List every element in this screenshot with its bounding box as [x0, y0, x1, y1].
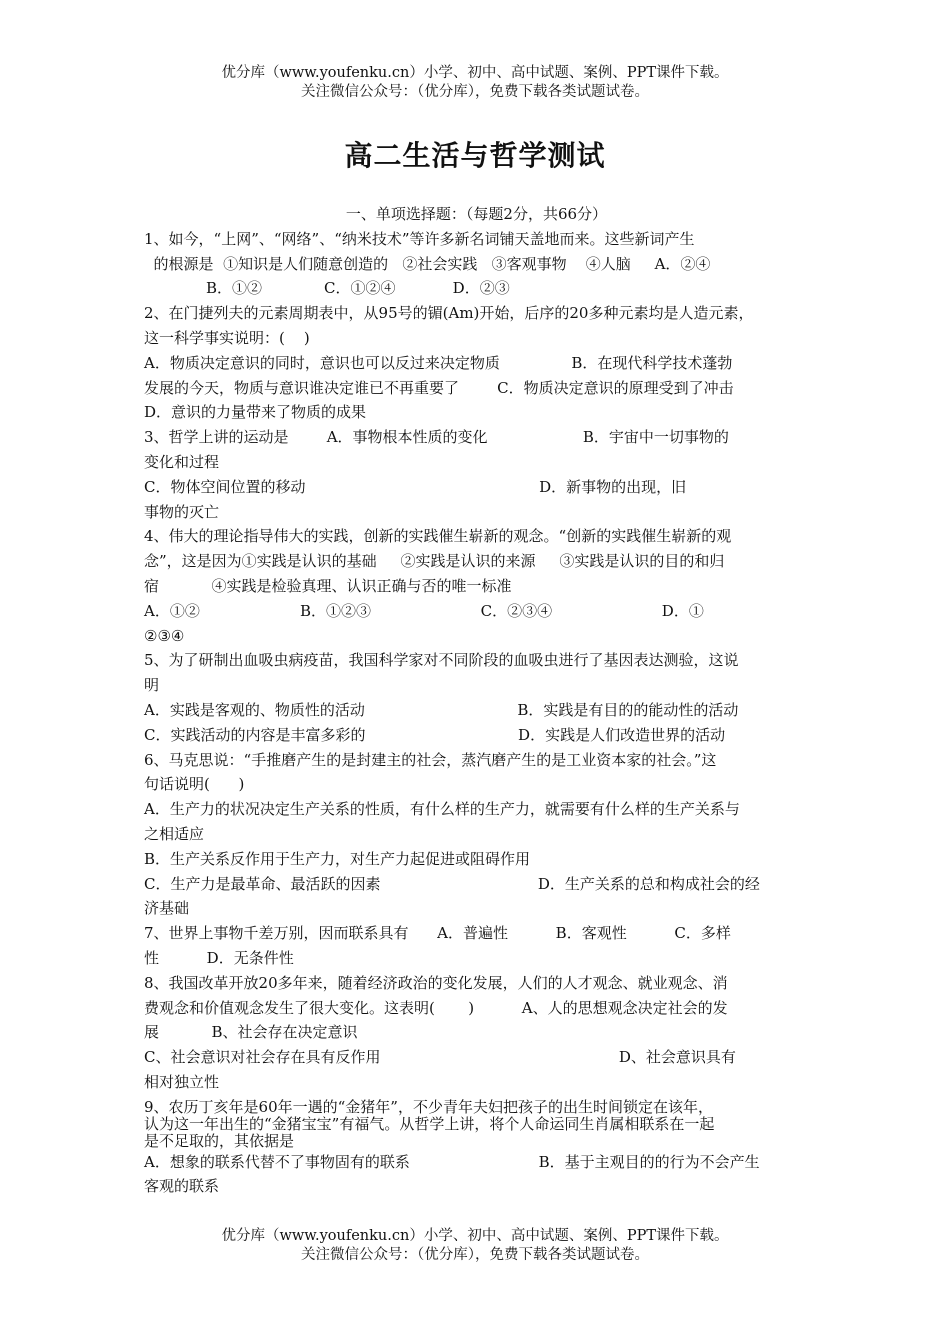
- text-line: 宿 ④实践是检验真理、认识正确与否的唯一标准: [144, 576, 512, 595]
- text-line: 认为这一年出生的“金猪宝宝”有福气。从哲学上讲，将个人命运同生肖属相联系在一起: [144, 1114, 715, 1133]
- text-line: 3、哲学上讲的运动是 A．事物根本性质的变化 B．宇宙中一切事物的: [144, 428, 729, 447]
- text-line: A．①② B．①②③ C．②③④ D．①: [144, 601, 704, 620]
- question-9-lines: [144, 1099, 809, 1150]
- header-line-2: 关注微信公众号：（优分库），免费下载各类试题试卷。: [301, 84, 649, 100]
- text-line: 6、马克思说：“手推磨产生的是封建主的社会，蒸汽磨产生的是工业资本家的社会。”这: [144, 750, 717, 769]
- text-line: C．生产力是最革命、最活跃的因素 D．生产关系的总和构成社会的经: [144, 874, 760, 893]
- document-body: [144, 202, 809, 1199]
- page-title: 高二生活与哲学测试: [344, 139, 606, 172]
- text-line: 7、世界上事物千差万别，因而联系具有 A．普遍性 B．客观性 C．多样: [144, 924, 731, 943]
- text-line: 8、我国改革开放20多年来，随着经济政治的变化发展，人们的人才观念、就业观念、消: [144, 973, 728, 992]
- text-line: A．生产力的状况决定生产关系的性质，有什么样的生产力，就需要有什么样的生产关系与: [144, 800, 740, 819]
- text-line: 1、如今，“上网”、“网络”、“纳米技术”等许多新名词铺天盖地而来。这些新词产生: [144, 229, 695, 248]
- text-line: A．物质决定意识的同时，意识也可以反过来决定物质 B．在现代科学技术蓬勃: [144, 353, 733, 372]
- text-line: 展 B、社会存在决定意识: [144, 1023, 358, 1042]
- text-line: 发展的今天，物质与意识谁决定谁已不再重要了 C．物质决定意识的原理受到了冲击: [144, 378, 734, 397]
- text-line: 明: [144, 676, 160, 695]
- text-line: C、社会意识对社会存在具有反作用 D、社会意识具有: [144, 1048, 736, 1067]
- text-line: 是不足取的，其依据是: [144, 1131, 295, 1150]
- question-lines: [144, 227, 809, 1095]
- text-line: 念”，这是因为①实践是认识的基础 ②实践是认识的来源 ③实践是认识的目的和归: [144, 552, 725, 571]
- page-header: [0, 64, 950, 102]
- text-line: B．①② C．①②④ D．②③: [144, 279, 510, 298]
- text-line: 事物的灭亡: [144, 502, 220, 521]
- section-heading: 一、单项选择题：（每题2分，共66分）: [345, 205, 608, 223]
- page-footer: [0, 1227, 950, 1265]
- text-line: 费观念和价值观念发生了很大变化。这表明( ) A、人的思想观念决定社会的发: [144, 998, 728, 1017]
- text-line: 2、在门捷列夫的元素周期表中，从95号的镅(Am)开始，后序的20多种元素均是人造元素，: [144, 304, 754, 323]
- text-line: 性 D．无条件性: [144, 948, 294, 967]
- text-line: 客观的联系: [144, 1177, 220, 1196]
- text-line: D．意识的力量带来了物质的成果: [144, 403, 367, 422]
- text-line: 4、伟大的理论指导伟大的实践，创新的实践催生崭新的观念。“创新的实践催生崭新的观: [144, 527, 732, 546]
- text-line: ②③④: [144, 626, 185, 645]
- header-line-1: 优分库（www.youfenku.cn）小学、初中、高中试题、案例、PPT课件下载。: [221, 65, 729, 81]
- text-line: 相对独立性: [144, 1072, 220, 1091]
- text-line: 变化和过程: [144, 452, 220, 471]
- question-9-options: [144, 1150, 809, 1200]
- text-line: 济基础: [144, 899, 190, 918]
- text-line: 5、为了研制出血吸虫病疫苗，我国科学家对不同阶段的血吸虫进行了基因表达测验，这说: [144, 651, 739, 670]
- text-line: B．生产关系反作用于生产力，对生产力起促进或阻碍作用: [144, 849, 531, 868]
- text-line: 这一科学事实说明：( ): [144, 328, 310, 347]
- footer-line-1: 优分库（www.youfenku.cn）小学、初中、高中试题、案例、PPT课件下载。: [221, 1228, 729, 1244]
- text-line: A．实践是客观的、物质性的活动 B．实践是有目的的能动性的活动: [144, 700, 739, 719]
- text-line: 9、农历丁亥年是60年一遇的“金猪年”，不少青年夫妇把孩子的出生时间锁定在该年，: [144, 1097, 713, 1116]
- text-line: C．物体空间位置的移动 D．新事物的出现，旧: [144, 477, 687, 496]
- text-line: C．实践活动的内容是丰富多彩的 D．实践是人们改造世界的活动: [144, 725, 726, 744]
- text-line: A．想象的联系代替不了事物固有的联系 B．基于主观目的的行为不会产生: [144, 1152, 760, 1171]
- footer-line-2: 关注微信公众号：（优分库），免费下载各类试题试卷。: [301, 1247, 649, 1263]
- text-line: 的根源是 ①知识是人们随意创造的 ②社会实践 ③客观事物 ④人脑 A．②④: [144, 254, 711, 273]
- text-line: 句话说明( ): [144, 775, 245, 794]
- text-line: 之相适应: [144, 824, 205, 843]
